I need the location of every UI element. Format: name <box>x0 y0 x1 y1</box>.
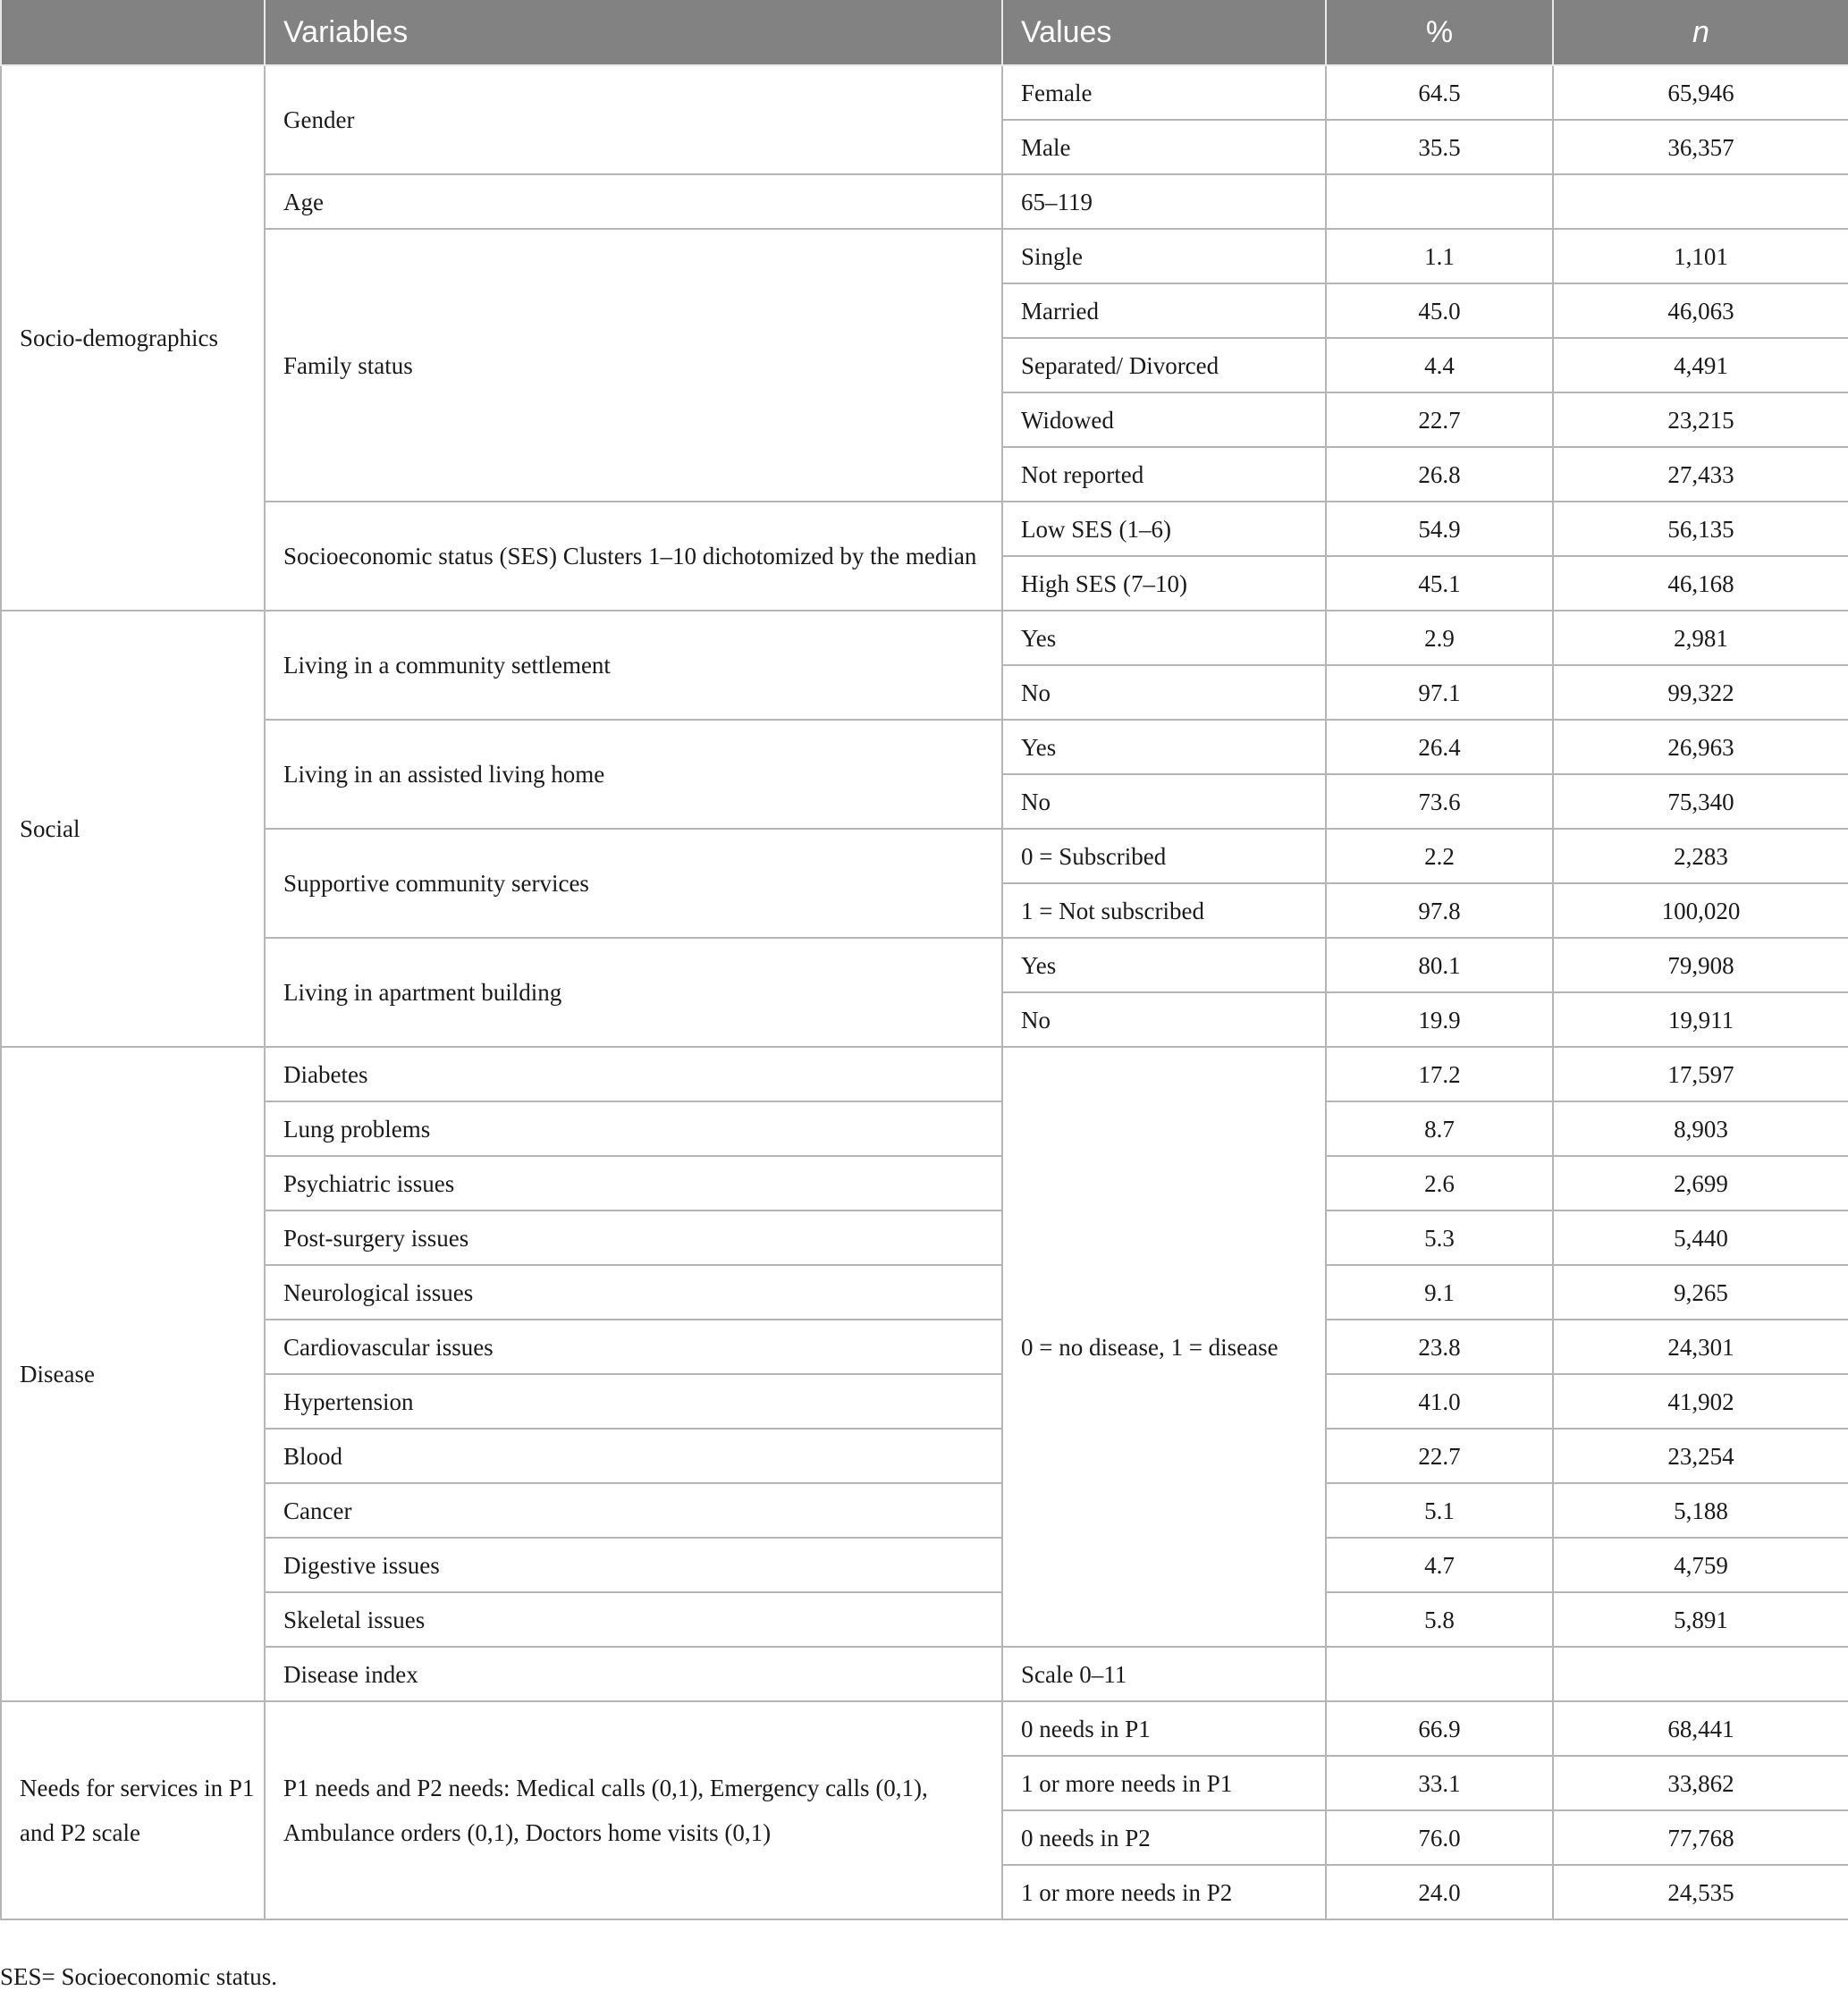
table-row <box>1 829 1848 883</box>
table-row <box>1 229 1848 283</box>
percent-cell: 73.6 <box>1326 774 1553 829</box>
n-cell: 2,283 <box>1553 829 1848 883</box>
n-cell: 26,963 <box>1553 720 1848 774</box>
percent-cell: 8.7 <box>1326 1101 1553 1156</box>
n-cell <box>1553 174 1848 229</box>
variable-diabetes: Diabetes <box>265 1047 1002 1101</box>
table-footnote: SES= Socioeconomic status. <box>0 1963 277 1990</box>
table-row <box>1 1047 1848 1101</box>
value-cell: 0 = Subscribed <box>1002 829 1326 883</box>
n-cell: 24,535 <box>1553 1865 1848 1919</box>
header-blank <box>1 0 265 65</box>
variable-supportive-services: Supportive community services <box>265 829 1002 938</box>
percent-cell: 64.5 <box>1326 65 1553 120</box>
percent-cell: 17.2 <box>1326 1047 1553 1101</box>
table-row <box>1 611 1848 665</box>
n-cell: 24,301 <box>1553 1320 1848 1374</box>
table-row <box>1 1265 1848 1320</box>
header-values: Values <box>1002 0 1326 65</box>
header-variables: Variables <box>265 0 1002 65</box>
n-cell: 17,597 <box>1553 1047 1848 1101</box>
variable-hypertension: Hypertension <box>265 1374 1002 1429</box>
percent-cell: 76.0 <box>1326 1810 1553 1865</box>
variable-family-status: Family status <box>265 229 1002 502</box>
variable-assisted-living: Living in an assisted living home <box>265 720 1002 829</box>
n-cell: 41,902 <box>1553 1374 1848 1429</box>
value-cell: Married <box>1002 283 1326 338</box>
group-needs: Needs for services in P1 and P2 scale <box>1 1701 265 1919</box>
percent-cell <box>1326 1647 1553 1701</box>
value-cell: Separated/ Divorced <box>1002 338 1326 392</box>
n-cell: 2,699 <box>1553 1156 1848 1210</box>
percent-cell: 1.1 <box>1326 229 1553 283</box>
variable-neurological: Neurological issues <box>265 1265 1002 1320</box>
value-cell: Widowed <box>1002 392 1326 447</box>
variable-gender: Gender <box>265 65 1002 174</box>
n-cell: 36,357 <box>1553 120 1848 174</box>
group-social: Social <box>1 611 265 1047</box>
percent-cell: 54.9 <box>1326 502 1553 556</box>
table-row <box>1 1374 1848 1429</box>
table-row <box>1 1320 1848 1374</box>
percent-cell: 19.9 <box>1326 992 1553 1047</box>
n-cell: 56,135 <box>1553 502 1848 556</box>
n-cell: 65,946 <box>1553 65 1848 120</box>
percent-cell: 33.1 <box>1326 1756 1553 1810</box>
header-n: n <box>1553 0 1848 65</box>
n-cell: 46,063 <box>1553 283 1848 338</box>
variable-disease-index: Disease index <box>265 1647 1002 1701</box>
n-cell: 4,759 <box>1553 1538 1848 1592</box>
header-percent: % <box>1326 0 1553 65</box>
percent-cell: 5.8 <box>1326 1592 1553 1647</box>
variable-skeletal: Skeletal issues <box>265 1592 1002 1647</box>
group-sociodemographics: Socio-demographics <box>1 65 265 611</box>
value-cell: Yes <box>1002 938 1326 992</box>
value-cell: Male <box>1002 120 1326 174</box>
percent-cell: 2.6 <box>1326 1156 1553 1210</box>
value-cell: No <box>1002 992 1326 1047</box>
percent-cell: 35.5 <box>1326 120 1553 174</box>
percent-cell: 97.1 <box>1326 665 1553 720</box>
n-cell: 77,768 <box>1553 1810 1848 1865</box>
n-cell: 8,903 <box>1553 1101 1848 1156</box>
n-cell: 79,908 <box>1553 938 1848 992</box>
variable-cardiovascular: Cardiovascular issues <box>265 1320 1002 1374</box>
value-cell: 65–119 <box>1002 174 1326 229</box>
n-cell: 33,862 <box>1553 1756 1848 1810</box>
variable-post-surgery: Post-surgery issues <box>265 1210 1002 1265</box>
percent-cell: 23.8 <box>1326 1320 1553 1374</box>
group-disease: Disease <box>1 1047 265 1701</box>
percent-cell: 45.0 <box>1326 283 1553 338</box>
percent-cell: 22.7 <box>1326 1429 1553 1483</box>
percent-cell: 26.8 <box>1326 447 1553 502</box>
n-cell <box>1553 1647 1848 1701</box>
n-cell: 23,215 <box>1553 392 1848 447</box>
n-cell: 19,911 <box>1553 992 1848 1047</box>
variable-age: Age <box>265 174 1002 229</box>
table-row <box>1 938 1848 992</box>
variable-psychiatric: Psychiatric issues <box>265 1156 1002 1210</box>
n-cell: 2,981 <box>1553 611 1848 665</box>
n-cell: 4,491 <box>1553 338 1848 392</box>
value-cell: Low SES (1–6) <box>1002 502 1326 556</box>
table-row <box>1 1483 1848 1538</box>
table-row <box>1 1647 1848 1701</box>
percent-cell: 5.3 <box>1326 1210 1553 1265</box>
variable-community-settlement: Living in a community settlement <box>265 611 1002 720</box>
n-cell: 100,020 <box>1553 883 1848 938</box>
variable-digestive: Digestive issues <box>265 1538 1002 1592</box>
percent-cell: 4.4 <box>1326 338 1553 392</box>
value-cell: High SES (7–10) <box>1002 556 1326 611</box>
table-row <box>1 1429 1848 1483</box>
table-row <box>1 65 1848 120</box>
n-cell: 68,441 <box>1553 1701 1848 1756</box>
n-cell: 5,188 <box>1553 1483 1848 1538</box>
value-cell: Yes <box>1002 720 1326 774</box>
percent-cell: 26.4 <box>1326 720 1553 774</box>
n-cell: 99,322 <box>1553 665 1848 720</box>
n-cell: 23,254 <box>1553 1429 1848 1483</box>
table-row <box>1 1210 1848 1265</box>
value-disease-coding: 0 = no disease, 1 = disease <box>1002 1047 1326 1647</box>
percent-cell: 5.1 <box>1326 1483 1553 1538</box>
table-row <box>1 1156 1848 1210</box>
variable-lung-problems: Lung problems <box>265 1101 1002 1156</box>
value-cell: No <box>1002 665 1326 720</box>
percent-cell <box>1326 174 1553 229</box>
n-cell: 5,891 <box>1553 1592 1848 1647</box>
percent-cell: 41.0 <box>1326 1374 1553 1429</box>
value-cell: 0 needs in P2 <box>1002 1810 1326 1865</box>
value-cell: Not reported <box>1002 447 1326 502</box>
percent-cell: 24.0 <box>1326 1865 1553 1919</box>
percent-cell: 45.1 <box>1326 556 1553 611</box>
table-row <box>1 502 1848 556</box>
percent-cell: 97.8 <box>1326 883 1553 938</box>
percent-cell: 22.7 <box>1326 392 1553 447</box>
value-cell: 0 needs in P1 <box>1002 1701 1326 1756</box>
n-cell: 46,168 <box>1553 556 1848 611</box>
value-cell: No <box>1002 774 1326 829</box>
table-row <box>1 1538 1848 1592</box>
percent-cell: 4.7 <box>1326 1538 1553 1592</box>
table-row <box>1 720 1848 774</box>
value-cell: Single <box>1002 229 1326 283</box>
variable-cancer: Cancer <box>265 1483 1002 1538</box>
percent-cell: 9.1 <box>1326 1265 1553 1320</box>
variable-ses: Socioeconomic status (SES) Clusters 1–10 dichotomized by the median <box>265 502 1002 611</box>
value-cell: Scale 0–11 <box>1002 1647 1326 1701</box>
table-row <box>1 1701 1848 1756</box>
variable-apartment-building: Living in apartment building <box>265 938 1002 1047</box>
percent-cell: 66.9 <box>1326 1701 1553 1756</box>
value-cell: 1 or more needs in P2 <box>1002 1865 1326 1919</box>
value-cell: 1 or more needs in P1 <box>1002 1756 1326 1810</box>
value-cell: Female <box>1002 65 1326 120</box>
variable-blood: Blood <box>265 1429 1002 1483</box>
table-row <box>1 1101 1848 1156</box>
value-cell: 1 = Not subscribed <box>1002 883 1326 938</box>
percent-cell: 2.2 <box>1326 829 1553 883</box>
n-cell: 5,440 <box>1553 1210 1848 1265</box>
n-cell: 27,433 <box>1553 447 1848 502</box>
variable-needs: P1 needs and P2 needs: Medical calls (0,1), Emergency calls (0,1), Ambulance orders (0,1), Doctors home visits (0,1) <box>265 1701 1002 1919</box>
n-cell: 75,340 <box>1553 774 1848 829</box>
n-cell: 1,101 <box>1553 229 1848 283</box>
table-row <box>1 1592 1848 1647</box>
header-row <box>1 0 1848 65</box>
n-cell: 9,265 <box>1553 1265 1848 1320</box>
percent-cell: 2.9 <box>1326 611 1553 665</box>
value-cell: Yes <box>1002 611 1326 665</box>
table-row <box>1 174 1848 229</box>
percent-cell: 80.1 <box>1326 938 1553 992</box>
